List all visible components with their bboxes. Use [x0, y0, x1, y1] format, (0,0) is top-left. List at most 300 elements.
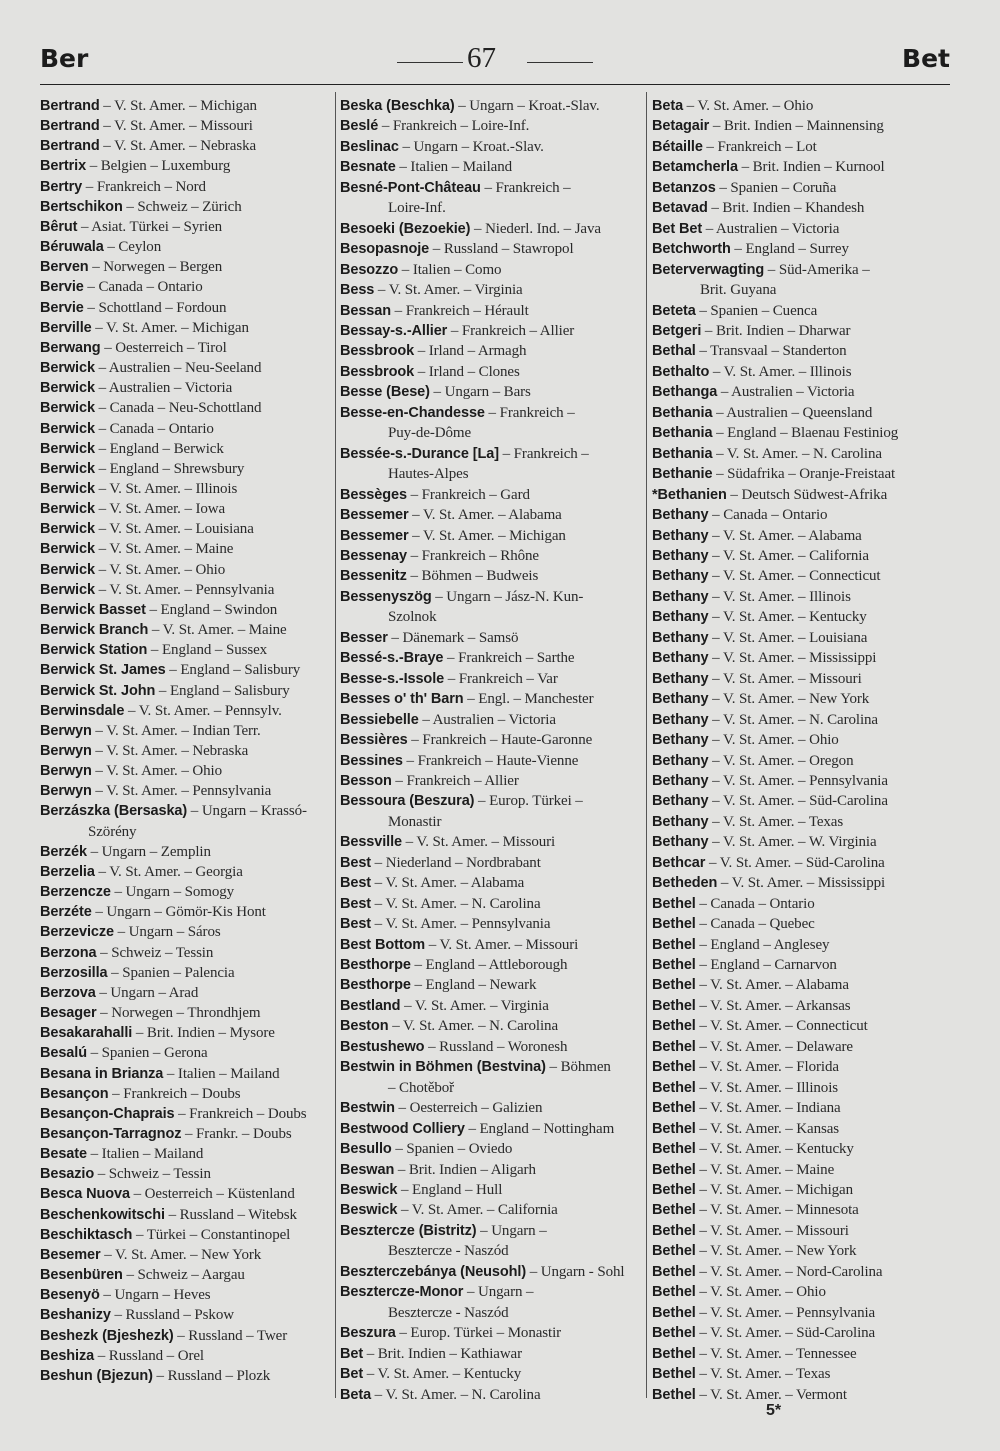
entry-headword: Bethania: [652, 404, 713, 421]
entry-headword: Bestwood Colliery: [340, 1120, 465, 1137]
gazetteer-entry: [652, 1200, 952, 1220]
gazetteer-entry: [652, 710, 952, 730]
gazetteer-entry: [340, 648, 640, 668]
entry-location: – V. St. Amer. – Kentucky: [363, 1366, 522, 1383]
entry-location: – Canada – Ontario: [708, 507, 828, 524]
entry-location: – V. St. Amer. – Texas: [708, 813, 844, 830]
entry-headword: Beteta: [652, 302, 696, 319]
gazetteer-entry: [652, 607, 952, 627]
entry-headword: Bethanga: [652, 384, 718, 401]
entry-location: – V. St. Amer. – N. Carolina: [371, 1386, 541, 1403]
entry-location: – Australien – Victoria: [717, 384, 855, 401]
entry-location: – Frankreich – Allier: [447, 322, 575, 339]
entry-headword: Beszura: [340, 1325, 396, 1342]
entry-location: – Transvaal – Standerton: [695, 343, 847, 360]
gazetteer-entry: [652, 1057, 952, 1077]
entry-location: – Südafrika – Oranje-Freistaat: [712, 466, 896, 483]
entry-headword: Bertrand: [40, 138, 100, 155]
gazetteer-entry: [340, 791, 640, 811]
gazetteer-entry: [340, 975, 640, 995]
entry-headword: Betchworth: [652, 241, 731, 258]
entry-location: – Russland – Stawropol: [429, 241, 574, 258]
entry-location: – Ceylon: [103, 239, 162, 256]
entry-location: – V. St. Amer. – Pennsylvania: [708, 772, 888, 789]
entry-location: – Oesterreich – Tirol: [100, 339, 227, 356]
gazetteer-entry: [40, 96, 330, 116]
entry-location: – Engl. – Manchester: [463, 691, 594, 708]
entry-location: – Ungarn – Bars: [429, 384, 531, 401]
gazetteer-entry: [340, 710, 640, 730]
entry-location: – Italien – Mailand: [86, 1146, 204, 1163]
entry-headword: Besate: [40, 1146, 87, 1163]
entry-location: – Canada – Ontario: [695, 895, 815, 912]
gazetteer-entry: [40, 479, 330, 499]
entry-headword: Bethany: [652, 813, 709, 830]
entry-location: – England – Attleborough: [410, 957, 568, 974]
entry-headword: Berwick: [40, 480, 95, 497]
entry-location: – V. St. Amer. – New York: [695, 1243, 857, 1260]
entry-headword: Bessan: [340, 302, 391, 319]
entry-headword: Beszterczе-Monor: [340, 1284, 464, 1301]
gazetteer-entry: [40, 338, 330, 358]
gazetteer-entry: [340, 628, 640, 648]
entry-location: – V. St. Amer. – Pennsylvania: [94, 581, 275, 598]
gazetteer-entry: [652, 321, 952, 341]
entry-location: – V. St. Amer. – Mississippi: [717, 875, 886, 892]
gazetteer-entry: [40, 902, 330, 922]
entry-location: – Australien – Neu-Seeland: [94, 360, 262, 377]
gazetteer-entry: [652, 1016, 952, 1036]
gazetteer-entry: [652, 935, 952, 955]
gazetteer-entry: [340, 1119, 640, 1139]
entry-location: – Brit. Indien – Mysore: [132, 1025, 275, 1042]
gazetteer-entry: [340, 1221, 640, 1241]
gazetteer-entry: [340, 423, 640, 443]
gazetteer-entry: [652, 1303, 952, 1323]
gazetteer-entry: [40, 620, 330, 640]
gazetteer-entry: [652, 301, 952, 321]
gazetteer-entry: [652, 996, 952, 1016]
gazetteer-entry: [40, 963, 330, 983]
entry-location: – England – Anglesey: [695, 936, 830, 953]
gazetteer-entry: [652, 116, 952, 136]
entry-headword: Berwick: [40, 420, 95, 437]
gazetteer-entry: [340, 403, 640, 423]
entry-headword: Bethel: [652, 1284, 696, 1301]
entry-headword: Bessemer: [340, 507, 409, 524]
entry-location: – Süd-Amerika –: [764, 261, 870, 278]
entry-headword: Berwick St. James: [40, 662, 166, 679]
gazetteer-entry: [652, 751, 952, 771]
gazetteer-entry: [652, 382, 952, 402]
entry-headword: Bet Bet: [652, 220, 703, 237]
entry-location: – V. St. Amer. – Illinois: [695, 1079, 839, 1096]
entry-location: – England – Salisbury: [165, 662, 301, 679]
entry-headword: Bet: [340, 1345, 364, 1362]
entry-headword: Bertrand: [40, 98, 100, 114]
gazetteer-entry: [40, 862, 330, 882]
gazetteer-entry: [340, 669, 640, 689]
entry-location: – V. St. Amer. – Georgia: [94, 863, 243, 880]
entry-headword: Berzona: [40, 944, 97, 961]
entry-location: – England – Blaenau Festiniog: [712, 425, 899, 442]
entry-location: – Canada – Quebec: [695, 916, 815, 933]
entry-headword: Bertrand: [40, 118, 100, 135]
entry-headword: Betheden: [652, 875, 718, 892]
entry-headword: Beshiza: [40, 1347, 95, 1364]
entry-location: – Frankreich – Rhône: [406, 547, 539, 564]
gazetteer-entry: [340, 1057, 640, 1077]
entry-location: – Brit. Indien – Khandesh: [707, 200, 865, 217]
entry-location: – V. St. Amer. – Missouri: [708, 670, 862, 687]
entry-location: – V. St. Amer. – Missouri: [401, 834, 556, 851]
entry-headword: Bethel: [652, 1325, 696, 1342]
entry-location: – V. St. Amer. – Kentucky: [708, 609, 867, 626]
gazetteer-entry: [652, 1262, 952, 1282]
entry-headword: Bethel: [652, 1079, 696, 1096]
gazetteer-entry: [652, 873, 952, 893]
entry-location: – V. St. Amer. – Maine: [94, 541, 234, 558]
entry-location: Szörény: [88, 823, 137, 840]
gazetteer-entry: [40, 136, 330, 156]
entry-headword: Berwick: [40, 380, 95, 397]
entry-headword: Beszterczе (Bistritz): [340, 1222, 477, 1239]
entry-location: – V. St. Amer. – Alabama: [408, 507, 562, 524]
entry-location: – Belgien – Luxemburg: [86, 158, 231, 175]
gazetteer-entry: [652, 587, 952, 607]
entry-headword: Berzéte: [40, 904, 92, 921]
gazetteer-entry: [340, 771, 640, 791]
entry-headword: Bêrut: [40, 218, 78, 235]
gazetteer-entry: [340, 178, 640, 198]
entry-headword: Bethany: [652, 650, 709, 667]
entry-headword: Berwick Basset: [40, 601, 146, 618]
gazetteer-entry: [652, 96, 952, 116]
gazetteer-entry: [340, 689, 640, 709]
gazetteer-entry: [340, 341, 640, 361]
gazetteer-entry: [340, 1037, 640, 1057]
entry-headword: Bethania: [652, 425, 713, 442]
gazetteer-entry: [340, 1139, 640, 1159]
entry-headword: Bethany: [652, 711, 709, 728]
entry-location: – England – Swindon: [145, 601, 278, 618]
gazetteer-entry: [40, 439, 330, 459]
entry-location: – V. St. Amer. – N. Carolina: [371, 895, 541, 912]
gazetteer-entry: [652, 526, 952, 546]
entry-location: – V. St. Amer. – Nebraska: [99, 138, 257, 155]
entry-location: – V. St. Amer. – Nebraska: [91, 743, 249, 759]
gazetteer-column-1: [40, 96, 330, 1386]
entry-headword: Beshanizy: [40, 1307, 111, 1324]
entry-location: – V. St. Amer. – Pennsylv.: [124, 702, 282, 719]
entry-headword: Bessières: [340, 732, 408, 749]
entry-location: – V. St. Amer. – Virginia: [400, 997, 549, 1014]
entry-location: – V. St. Amer. – Ohio: [91, 763, 222, 780]
gazetteer-entry: [40, 419, 330, 439]
entry-headword: Best: [340, 895, 372, 912]
gazetteer-entry: [652, 546, 952, 566]
entry-location: – Italien – Mailand: [395, 159, 513, 176]
entry-location: – England – Newark: [410, 977, 537, 994]
gazetteer-entry: [340, 566, 640, 586]
entry-headword: Besançon-Tarragnoz: [40, 1125, 182, 1142]
entry-location: – Schweiz – Aargau: [122, 1267, 245, 1284]
entry-headword: Berzevicze: [40, 924, 114, 941]
gazetteer-entry: [40, 156, 330, 176]
gazetteer-entry: [40, 358, 330, 378]
entry-location: – V. St. Amer. – Illinois: [94, 480, 238, 497]
entry-headword: Bessèges: [340, 486, 407, 503]
entry-location: – Irland – Armagh: [414, 343, 527, 360]
gazetteer-entry: [40, 197, 330, 217]
gazetteer-entry: [340, 996, 640, 1016]
entry-headword: Besoeki (Bezoekie): [340, 220, 471, 237]
entry-headword: Besné-Pont-Château: [340, 179, 481, 196]
entry-headword: Bethany: [652, 670, 709, 687]
entry-headword: Bethel: [652, 1366, 696, 1383]
gazetteer-entry: [652, 730, 952, 750]
page-number: 67: [467, 42, 496, 74]
entry-headword: Bethania: [652, 445, 713, 462]
entry-headword: Bethel: [652, 1202, 696, 1219]
gazetteer-entry: [40, 580, 330, 600]
entry-location: Puy-de-Dôme: [388, 425, 472, 442]
gazetteer-entry: [340, 198, 640, 218]
entry-location: – V. St. Amer. – Pennsylvania: [91, 783, 272, 800]
entry-headword: Bethel: [652, 1100, 696, 1117]
entry-location: – V. St. Amer. – Ohio: [708, 732, 839, 749]
entry-location: – V. St. Amer. – Iowa: [94, 501, 226, 518]
entry-location: – Frankreich – Var: [444, 670, 558, 687]
entry-headword: Besenbüren: [40, 1267, 123, 1284]
gazetteer-entry: [652, 444, 952, 464]
entry-headword: Bessemer: [340, 527, 409, 544]
entry-headword: Bethany: [652, 609, 709, 626]
entry-headword: Bethel: [652, 957, 696, 974]
entry-location: – V. St. Amer. – Delaware: [695, 1038, 853, 1055]
entry-headword: Besullo: [340, 1141, 392, 1158]
entry-location: – England – Nottingham: [464, 1120, 615, 1137]
gazetteer-entry: [652, 771, 952, 791]
entry-location: – Brit. Indien – Mainnensing: [709, 118, 884, 135]
entry-location: – Ungarn – Sáros: [113, 924, 221, 941]
column-divider: [646, 92, 647, 1398]
gazetteer-entry: [340, 301, 640, 321]
entry-headword: Bertry: [40, 178, 83, 195]
entry-location: Hautes-Alpes: [388, 466, 469, 483]
entry-location: – Spanien – Gerona: [86, 1045, 208, 1062]
entry-location: – V. St. Amer. – Süd-Carolina: [695, 1325, 876, 1342]
entry-location: – V. St. Amer. – Pennsylvania: [371, 916, 551, 933]
entry-location: – Ungarn – Arad: [95, 984, 199, 1001]
gazetteer-entry: [40, 1064, 330, 1084]
entry-location: – V. St. Amer. – California: [708, 547, 869, 564]
entry-headword: Besca Nuova: [40, 1186, 130, 1203]
entry-headword: Bessé-s.-Braye: [340, 650, 444, 667]
entry-headword: Berwang: [40, 339, 101, 356]
gazetteer-entry: [40, 1225, 330, 1245]
entry-location: – Brit. Indien – Aligarh: [394, 1161, 536, 1178]
entry-location: – V. St. Amer. – Florida: [695, 1059, 839, 1076]
gazetteer-entry: [40, 1245, 330, 1265]
entry-headword: Bethany: [652, 629, 709, 646]
entry-headword: Bervie: [40, 279, 84, 296]
entry-headword: Bethany: [652, 691, 709, 708]
gazetteer-entry: [652, 1037, 952, 1057]
entry-headword: Beswick: [340, 1182, 398, 1199]
gazetteer-entry: [652, 1160, 952, 1180]
entry-headword: Bethel: [652, 1386, 696, 1403]
entry-headword: Besse-en-Chandesse: [340, 404, 485, 421]
gazetteer-entry: [340, 1160, 640, 1180]
gazetteer-entry: [340, 607, 640, 627]
gazetteer-entry: [40, 822, 330, 842]
entry-location: – Ungarn – Zemplin: [86, 843, 211, 860]
gazetteer-entry: [652, 1139, 952, 1159]
gazetteer-entry: [652, 239, 952, 259]
gazetteer-entry: [340, 260, 640, 280]
gazetteer-entry: [340, 894, 640, 914]
entry-location: – Australien – Queensland: [712, 404, 873, 421]
entry-headword: Bethel: [652, 1018, 696, 1035]
entry-headword: Besse (Bese): [340, 384, 430, 401]
gazetteer-entry: [340, 321, 640, 341]
entry-location: – V. St. Amer. – N. Carolina: [388, 1018, 559, 1035]
gazetteer-entry: [652, 403, 952, 423]
gazetteer-entry: [652, 1078, 952, 1098]
entry-location: – England – Shrewsbury: [94, 460, 245, 477]
entry-location: – Dänemark – Samsö: [387, 629, 519, 646]
entry-location: – England – Surrey: [730, 241, 849, 258]
entry-headword: Bessenitz: [340, 568, 407, 585]
entry-location: – Italien – Mailand: [163, 1065, 280, 1082]
entry-headword: Beswick: [340, 1202, 398, 1219]
entry-headword: Beschenkowitschi: [40, 1206, 165, 1223]
entry-headword: Berzova: [40, 984, 96, 1001]
entry-location: – V. St. Amer. – Kentucky: [695, 1141, 854, 1158]
gazetteer-entry: [40, 298, 330, 318]
entry-location: – Ungarn – Kroat.-Slav.: [398, 138, 544, 155]
entry-headword: Bethany: [652, 752, 709, 769]
entry-headword: Betgeri: [652, 322, 702, 339]
entry-headword: Besenyö: [40, 1287, 100, 1304]
gazetteer-entry: [652, 157, 952, 177]
gazetteer-entry: [652, 669, 952, 689]
entry-location: – Norwegen – Throndhjem: [96, 1005, 261, 1022]
gazetteer-entry: [652, 1282, 952, 1302]
gazetteer-entry: [652, 566, 952, 586]
entry-headword: Berwick: [40, 561, 95, 578]
entry-location: – Frankreich –: [480, 179, 571, 196]
entry-location: – Frankreich –: [498, 445, 589, 462]
entry-location: – V. St. Amer. – Vermont: [695, 1386, 847, 1403]
gazetteer-entry: [40, 257, 330, 277]
gazetteer-entry: [340, 1385, 640, 1405]
entry-headword: Betagair: [652, 118, 710, 135]
gazetteer-entry: [652, 1221, 952, 1241]
gazetteer-entry: [40, 983, 330, 1003]
entry-headword: Beta: [652, 98, 684, 114]
gazetteer-entry: [40, 761, 330, 781]
entry-headword: Besozzo: [340, 261, 399, 278]
entry-location: – V. St. Amer. – New York: [708, 691, 870, 708]
gazetteer-entry: [40, 1104, 330, 1124]
entry-location: – V. St. Amer. – Illinois: [709, 363, 852, 380]
gazetteer-entry: [340, 546, 640, 566]
entry-headword: Beschiktasch: [40, 1226, 133, 1243]
entry-location: – Spanien – Cuenca: [695, 302, 818, 319]
gazetteer-entry: [40, 801, 330, 821]
gazetteer-entry: [340, 1344, 640, 1364]
entry-location: – V. St. Amer. – W. Virginia: [708, 834, 877, 851]
entry-headword: Bethany: [652, 568, 709, 585]
entry-headword: Beterverwagting: [652, 261, 765, 278]
entry-location: – V. St. Amer. – Ohio: [683, 98, 814, 114]
gazetteer-entry: [340, 362, 640, 382]
entry-location: – Frankreich – Sarthe: [443, 650, 575, 667]
entry-headword: Berzosilla: [40, 964, 108, 981]
entry-location: – V. St. Amer. – Ohio: [94, 561, 226, 578]
entry-headword: Besazio: [40, 1166, 95, 1183]
gazetteer-entry: [340, 505, 640, 525]
entry-headword: Beta: [340, 1386, 372, 1403]
entry-location: – V. St. Amer. – Süd-Carolina: [705, 854, 885, 871]
entry-location: – Böhmen – Budweis: [406, 568, 539, 585]
entry-headword: Berzelia: [40, 863, 95, 880]
entry-headword: Bétaille: [652, 138, 703, 155]
entry-location: Beszterczе - Naszód: [388, 1243, 509, 1260]
entry-headword: Bethel: [652, 895, 696, 912]
entry-headword: Berwick Branch: [40, 622, 149, 639]
gazetteer-entry: [340, 812, 640, 832]
gazetteer-entry: [652, 260, 952, 280]
gazetteer-entry: [340, 1282, 640, 1302]
gazetteer-entry: [40, 1023, 330, 1043]
gazetteer-entry: [652, 485, 952, 505]
entry-location: – V. St. Amer. – Missouri: [425, 936, 579, 953]
entry-location: – Australien – Victoria: [702, 220, 840, 237]
entry-location: – V. St. Amer. – Michigan: [408, 527, 566, 544]
gazetteer-entry: [40, 922, 330, 942]
gazetteer-entry: [40, 378, 330, 398]
entry-location: – V. St. Amer. – Missouri: [99, 118, 253, 135]
entry-location: – V. St. Amer. – Maine: [148, 622, 287, 639]
entry-headword: Bethel: [652, 1120, 696, 1137]
entry-location: – England – Hull: [397, 1182, 503, 1199]
gazetteer-entry: [340, 280, 640, 300]
entry-headword: Bess: [340, 282, 375, 299]
gazetteer-entry: [652, 832, 952, 852]
entry-location: – Italien – Como: [398, 261, 502, 278]
entry-headword: Berzászka (Bersaska): [40, 803, 188, 820]
entry-headword: Bertrix: [40, 158, 87, 175]
gazetteer-entry: [340, 96, 640, 116]
entry-headword: Berwyn: [40, 783, 92, 800]
entry-location: – Ungarn – Krassó-: [187, 803, 307, 820]
gazetteer-entry: [40, 640, 330, 660]
entry-headword: Bethany: [652, 588, 709, 605]
entry-location: – V. St. Amer. – Missouri: [695, 1222, 849, 1239]
entry-location: – V. St. Amer. – Michigan: [695, 1182, 853, 1199]
gazetteer-entry: [652, 1119, 952, 1139]
entry-location: – Oesterreich – Küstenland: [129, 1186, 295, 1203]
header-rule: [40, 84, 950, 85]
entry-headword: Berwyn: [40, 763, 92, 780]
entry-location: – Russland – Twer: [173, 1327, 288, 1344]
entry-location: – Deutsch Südwest-Afrika: [726, 486, 888, 503]
entry-location: – Brit. Indien – Kurnool: [737, 159, 885, 176]
entry-headword: Bestwin: [340, 1100, 395, 1117]
